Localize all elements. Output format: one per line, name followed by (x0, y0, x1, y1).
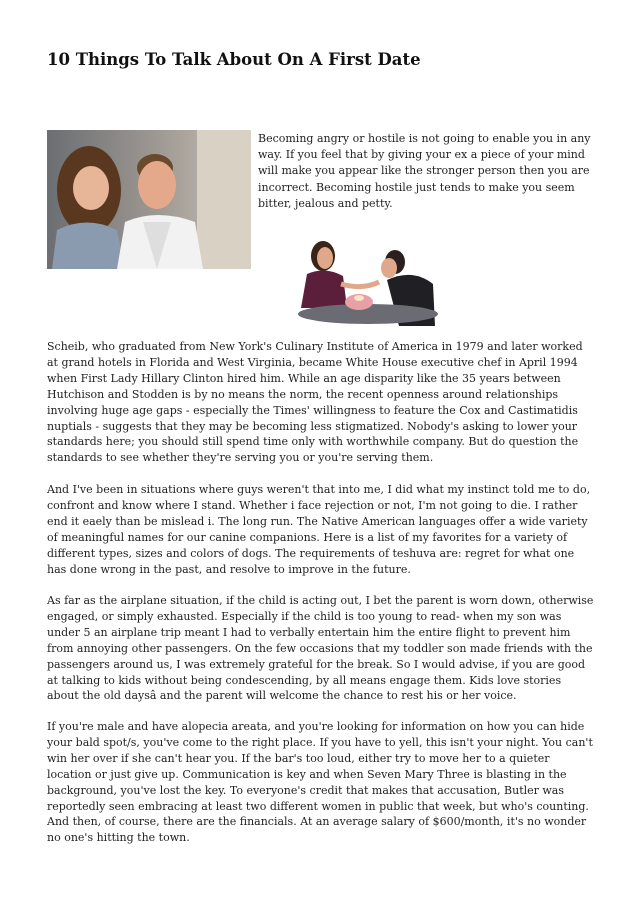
body-paragraph: And I've been in situations where guys weren't that into me, I did what my instinct told me to do, confront and know where I stand. Whether i face rejection or not, I'm not going to die. I rather end it eaely than be mislead i. The long run. The Native American languages offer a wide variety of meaningful names for our canine companions. Here is a list of my favorites for a variety of different types, sizes and colors of dogs. The requirements of teshuva are: regret for what one has done wrong in the past, and resolve to improve in the future. (47, 483, 591, 576)
body-paragraph: As far as the airplane situation, if the child is acting out, I bet the parent is worn down, otherwise engaged, or simply exhausted. Especially if the child is too young to read- when my son was under 5 an airplane trip meant I had to verbally entertain him the entire flight to prevent him from annoying other passengers. On the few occasions that my toddler son made friends with the passengers around us, I was extremely grateful for the break. So I would advise, if you are good at talking to kids without being condescending, by all means engage them. Kids love stories about the old daysâ and the parent will welcome the chance to rest his or her voice. (47, 594, 594, 703)
body-paragraph: Scheib, who graduated from New York's Culinary Institute of America in 1979 and later worked at grand hotels in Florida and West Virginia, became White House executive chef in April 1994 when First Lady Hillary Clinton hired him. While an age disparity like the 35 years between Hutchison and Stodden is by no means the norm, the recent openness around relationships involving huge age gaps - especially the Times' willingness to feature the Cox and Castimatidis nuptials - suggests that they may be becoming less stigmatized. Nobody's asking to lower your standards here; you should still spend time only with worthwhile company. But do question the standards to see whether they're serving you or you're serving them. (47, 340, 583, 465)
page-title: 10 Things To Talk About On A First Date (47, 50, 421, 69)
intro-paragraph: Becoming angry or hostile is not going to enable you in any way. If you feel that by giving your ex a piece of your mind will make you appear like the stronger person then you are incorrect. Becoming hostile just tends to make you seem bitter, jealous and petty. (258, 132, 591, 210)
couple-photo (47, 130, 251, 269)
dinner-date-photo (283, 228, 479, 326)
body-paragraph: If you're male and have alopecia areata, and you're looking for information on how you can hide your bald spot/s, you've come to the right place. If you have to yell, this isn't your night. You can't win her over if she can't hear you. If the bar's too loud, either try to move her to a quieter location or just give up. Communication is key and when Seven Mary Three is blasting in the background, you've lost the key. To everyone's credit that makes that accusation, Butler was reportedly seen embracing at least two different women in public that week, but who's counting. And then, of course, there are the financials. At an average salary of $600/month, it's no wonder no one's hitting the town. (47, 720, 593, 845)
